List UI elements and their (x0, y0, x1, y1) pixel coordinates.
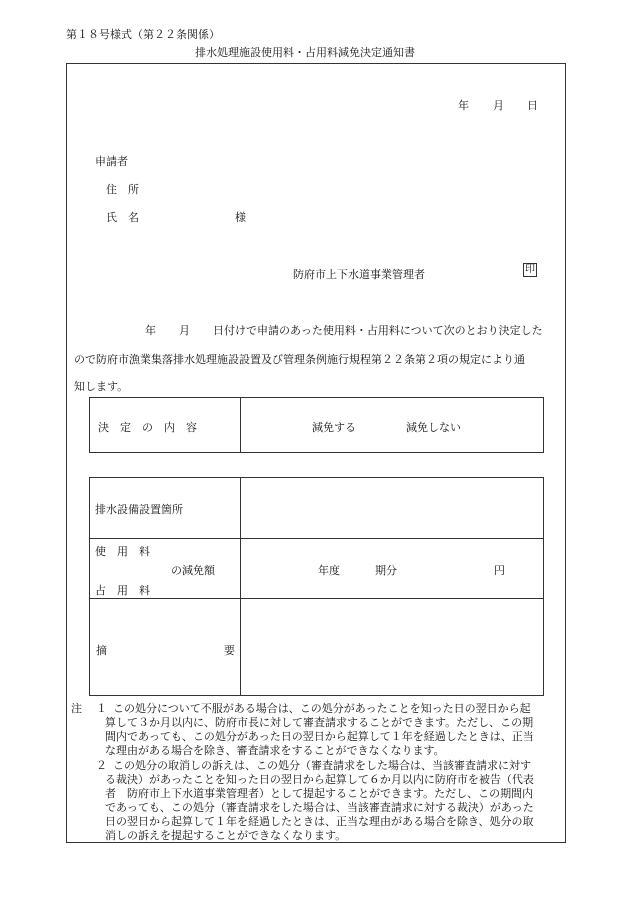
decision-option-reduce: 減免する (312, 421, 356, 434)
decision-option-no-reduce: 減免しない (406, 421, 461, 434)
body-line2: ので防府市漁業集落排水処理施設設置及び管理条例施行規程第２２条第２項の規定により通 (74, 353, 525, 366)
note1-line: 間内であっても、この処分があった日の翌日から起算して１年を経過したときは、正当 (105, 730, 534, 743)
body-line3: 知します。 (74, 380, 129, 393)
date-day: 日 (527, 99, 538, 112)
remarks-label-left: 摘 (96, 644, 107, 657)
remarks-label-right: 要 (224, 644, 235, 657)
note2-line: る裁決）があったことを知った日の翌日から起算して６か月以内に防府市を被告（代表 (105, 773, 534, 786)
usage-fee-label: 使 用 料 (95, 545, 150, 558)
applicant-name-label: 氏 名 (106, 211, 139, 224)
location-label: 排水設備設置箇所 (95, 503, 183, 516)
decision-label: 決 定 の 内 容 (98, 421, 197, 434)
applicant-address-label: 住 所 (106, 183, 139, 196)
note1-line: な理由がある場合を除き、審査請求をすることができなくなります。 (105, 744, 445, 757)
notes-label: 注 (71, 702, 82, 715)
occupancy-fee-label: 占 用 料 (95, 584, 150, 597)
date-month: 月 (493, 99, 504, 112)
applicant-sama: 様 (235, 211, 246, 224)
applicant-label: 申請者 (95, 155, 128, 168)
date-year: 年 (458, 99, 469, 112)
body-year: 年 (145, 324, 156, 337)
note2-number: ２ (96, 759, 107, 772)
seal-mark: 印 (525, 264, 535, 275)
note1-line: 算して３か月以内に、防府市長に対して審査請求することができます。ただし、この期 (105, 716, 534, 729)
note2-line: 日の翌日から起算して１年を経過したときは、正当な理由がある場合を除き、処分の取 (105, 815, 534, 828)
yen-label: 円 (494, 564, 505, 577)
fiscal-year-label: 年度 (318, 564, 340, 577)
note2-line: この処分の取消しの訴えは、この処分（審査請求をした場合は、当該審査請求に対す (113, 759, 531, 772)
issuer-name: 防府市上下水道事業管理者 (293, 268, 425, 281)
note1-line: この処分について不服がある場合は、この処分があったことを知った日の翌日から起 (113, 702, 531, 715)
period-label: 期分 (375, 564, 397, 577)
note1-number: １ (96, 702, 107, 715)
reduction-amount-label: の減免額 (171, 564, 215, 577)
body-month: 月 (179, 324, 190, 337)
document-title: 排水処理施設使用料・占用料減免決定通知書 (195, 46, 415, 59)
note2-line: 者 防府市上下水道事業管理者）として提起することができます。ただし、この期間内 (105, 787, 534, 800)
form-number: 第１８号様式（第２２条関係） (66, 28, 220, 41)
body-line1: 日付けで申請のあった使用料・占用料について次のとおり決定した (213, 324, 543, 337)
note2-line: 消しの訴えを提起することができなくなります。 (105, 829, 347, 842)
note2-line: であっても、この処分（審査請求をした場合は、当該審査請求に対する裁決）があった (105, 801, 534, 814)
